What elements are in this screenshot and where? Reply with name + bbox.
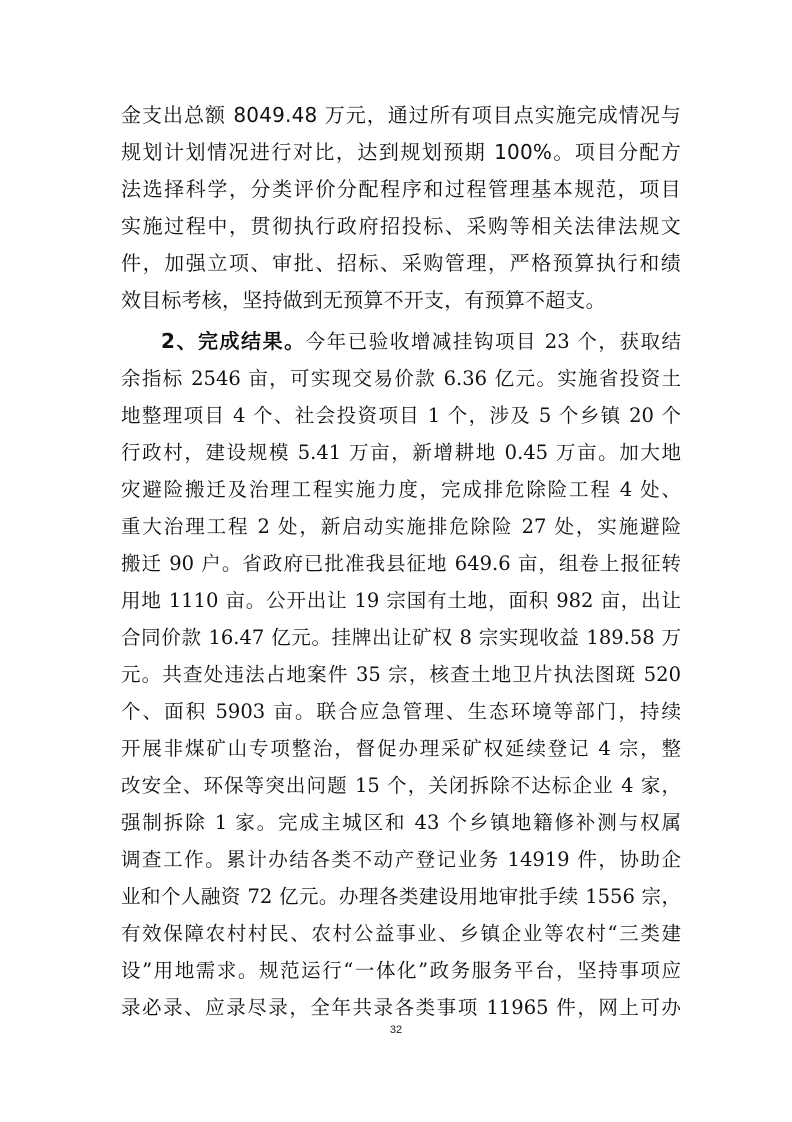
- paragraph-1-line: 金支出总额 8049.48 万元，通过所有项目点实施完成情况与: [121, 103, 681, 127]
- page-number: 32: [389, 1024, 403, 1036]
- paragraph-2-line: 改安全、环保等突出问题 15 个，关闭拆除不达标企业 4 家，: [121, 774, 681, 797]
- paragraph-2-line: 设”用地需求。规范运行“一体化”政务服务平台，坚持事项应: [121, 959, 681, 982]
- paragraph-1-line: 件，加强立项、审批、招标、采购管理，严格预算执行和绩: [121, 251, 681, 275]
- paragraph-1-line: 规划计划情况进行对比，达到规划预期 100%。项目分配方: [121, 140, 681, 164]
- paragraph-2-line: 搬迁 90 户。省政府已批准我县征地 649.6 亩，组卷上报征转: [121, 552, 681, 575]
- paragraph-2-line: 用地 1110 亩。公开出让 19 宗国有土地，面积 982 亩，出让: [121, 589, 681, 612]
- paragraph-2-line: 合同价款 16.47 亿元。挂牌出让矿权 8 宗实现收益 189.58 万: [121, 626, 681, 649]
- paragraph-2-line: 行政村，建设规模 5.41 万亩，新增耕地 0.45 万亩。加大地: [121, 441, 681, 464]
- paragraph-1-line: 效目标考核，坚持做到无预算不开支，有预算不超支。: [121, 288, 606, 312]
- paragraph-2-line: 元。共查处违法占地案件 35 宗，核查土地卫片执法图斑 520: [121, 663, 681, 686]
- paragraph-2-line: 业和个人融资 72 亿元。办理各类建设用地审批手续 1556 宗，: [121, 885, 681, 908]
- paragraph-2-line: 灾避险搬迁及治理工程实施力度，完成排危除险工程 4 处、: [121, 478, 681, 501]
- paragraph-2: [121, 323, 681, 1026]
- paragraph-1-line: 法选择科学，分类评价分配程序和过程管理基本规范，项目: [121, 177, 681, 201]
- paragraph-2-line: 余指标 2546 亩，可实现交易价款 6.36 亿元。实施省投资土: [121, 367, 681, 390]
- paragraph-1: [121, 97, 681, 319]
- paragraph-2-line: 个、面积 5903 亩。联合应急管理、生态环境等部门，持续: [121, 700, 681, 723]
- paragraph-2-line: 录必录、应录尽录，全年共录各类事项 11965 件，网上可办: [121, 996, 681, 1019]
- paragraph-2-line: 开展非煤矿山专项整治，督促办理采矿权延续登记 4 宗，整: [121, 737, 681, 760]
- paragraph-2-line: 地整理项目 4 个、社会投资项目 1 个，涉及 5 个乡镇 20 个: [121, 404, 681, 427]
- paragraph-2-line: 强制拆除 1 家。完成主城区和 43 个乡镇地籍修补测与权属: [121, 811, 681, 834]
- paragraph-2-line: 重大治理工程 2 处，新启动实施排危除险 27 处，实施避险: [121, 515, 681, 538]
- paragraph-2-line: 有效保障农村村民、农村公益事业、乡镇企业等农村“三类建: [121, 922, 681, 945]
- paragraph-2-first-line: [121, 323, 681, 360]
- paragraph-1-line: 实施过程中，贯彻执行政府招投标、采购等相关法律法规文: [121, 214, 681, 238]
- section-heading: 2、完成结果。: [161, 329, 306, 353]
- paragraph-2-first-line-text: 今年已验收增减挂钩项目 23 个，获取结: [305, 330, 681, 353]
- paragraph-2-line: 调查工作。累计办结各类不动产登记业务 14919 件，协助企: [121, 848, 681, 871]
